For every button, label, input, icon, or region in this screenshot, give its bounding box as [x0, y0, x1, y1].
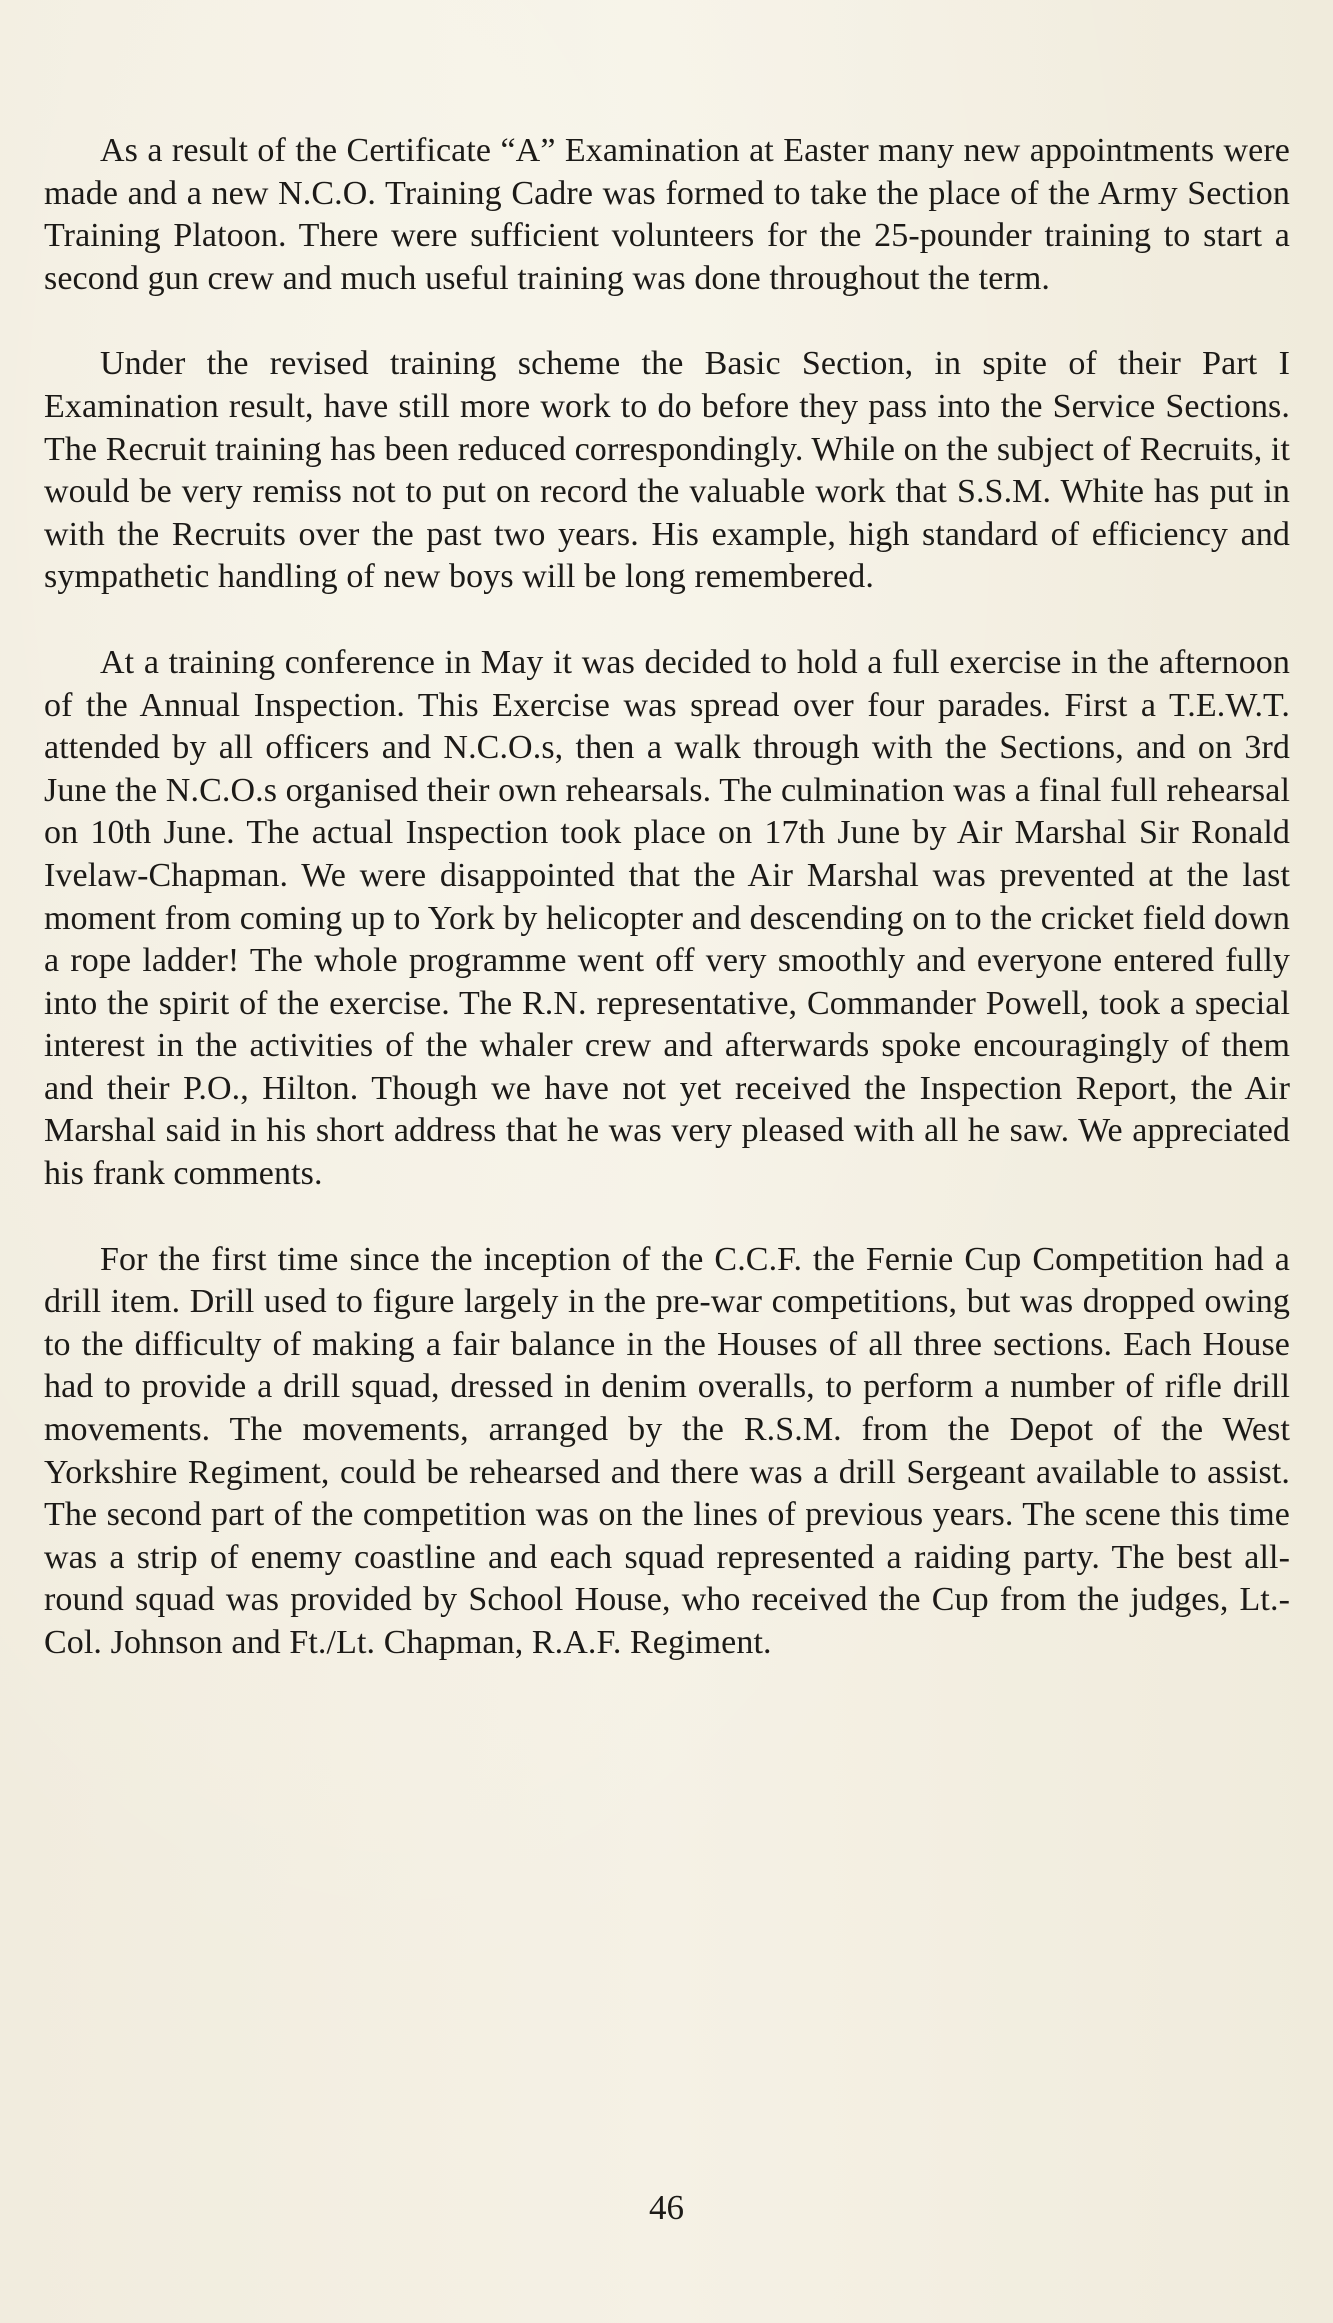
body-text — [44, 130, 1290, 1708]
paragraph-certificate-examination: As a result of the Certificate “A” Examination at Easter many new appointments were made and a new N.C.O. Training Cadre was formed to take the place of the Army Section Training Platoon. There were sufficient volunteers for the 25-pounder training to start a second gun crew and much useful training was done throughout the term. — [44, 132, 1290, 297]
paragraph-annual-inspection: At a training conference in May it was decided to hold a full exercise in the afternoon of the Annual Inspection. This Exercise was spread over four parades. First a T.E.W.T. attended by all officers and N.C.O.s, then a walk through with the Sections, and on 3rd June the N.C.O.s organised their own rehearsals. The culmination was a final full rehearsal on 10th June. The actual Inspection took place on 17th June by Air Marshal Sir Ronald Ivelaw-Chapman. We were disappointed that the Air Marshal was prevented at the last moment from coming up to York by helicopter and descending on to the cricket field down a rope ladder! The whole programme went off very smoothly and everyone entered fully into the spirit of the exercise. The R.N. representative, Commander Powell, took a special interest in the activities of the whaler crew and afterwards spoke encouragingly of them and their P.O., Hilton. Though we have not yet received the Inspection Report, the Air Marshal said in his short address that he was very pleased with all he saw. We appreciated his frank comments. — [44, 643, 1290, 1193]
paragraph-revised-training-scheme: Under the revised training scheme the Basic Section, in spite of their Part I Examination result, have still more work to do before they pass into the Service Sections. The Recruit training has been reduced correspondingly. While on the subject of Recruits, it would be very remiss not to put on record the valuable work that S.S.M. White has put in with the Recruits over the past two years. His example, high standard of efficiency and sympathetic handling of new boys will be long remembered. — [44, 345, 1290, 596]
page-number: 46 — [649, 2188, 684, 2227]
paragraph-fernie-cup: For the first time since the inception of the C.C.F. the Fernie Cup Competition had a drill item. Drill used to figure largely in the pre-war competitions, but was dropped owing to the difficulty of making a fair balance in the Houses of all three sections. Each House had to provide a drill squad, dressed in denim overalls, to perform a number of rifle drill movements. The movements, arranged by the R.S.M. from the Depot of the West Yorkshire Regiment, could be rehearsed and there was a drill Sergeant available to assist. The second part of the competition was on the lines of previous years. The scene this time was a strip of enemy coastline and each squad represented a raiding party. The best all-round squad was provided by School House, who received the Cup from the judges, Lt.-Col. Johnson and Ft./Lt. Chapman, R.A.F. Regiment. — [44, 1240, 1290, 1661]
